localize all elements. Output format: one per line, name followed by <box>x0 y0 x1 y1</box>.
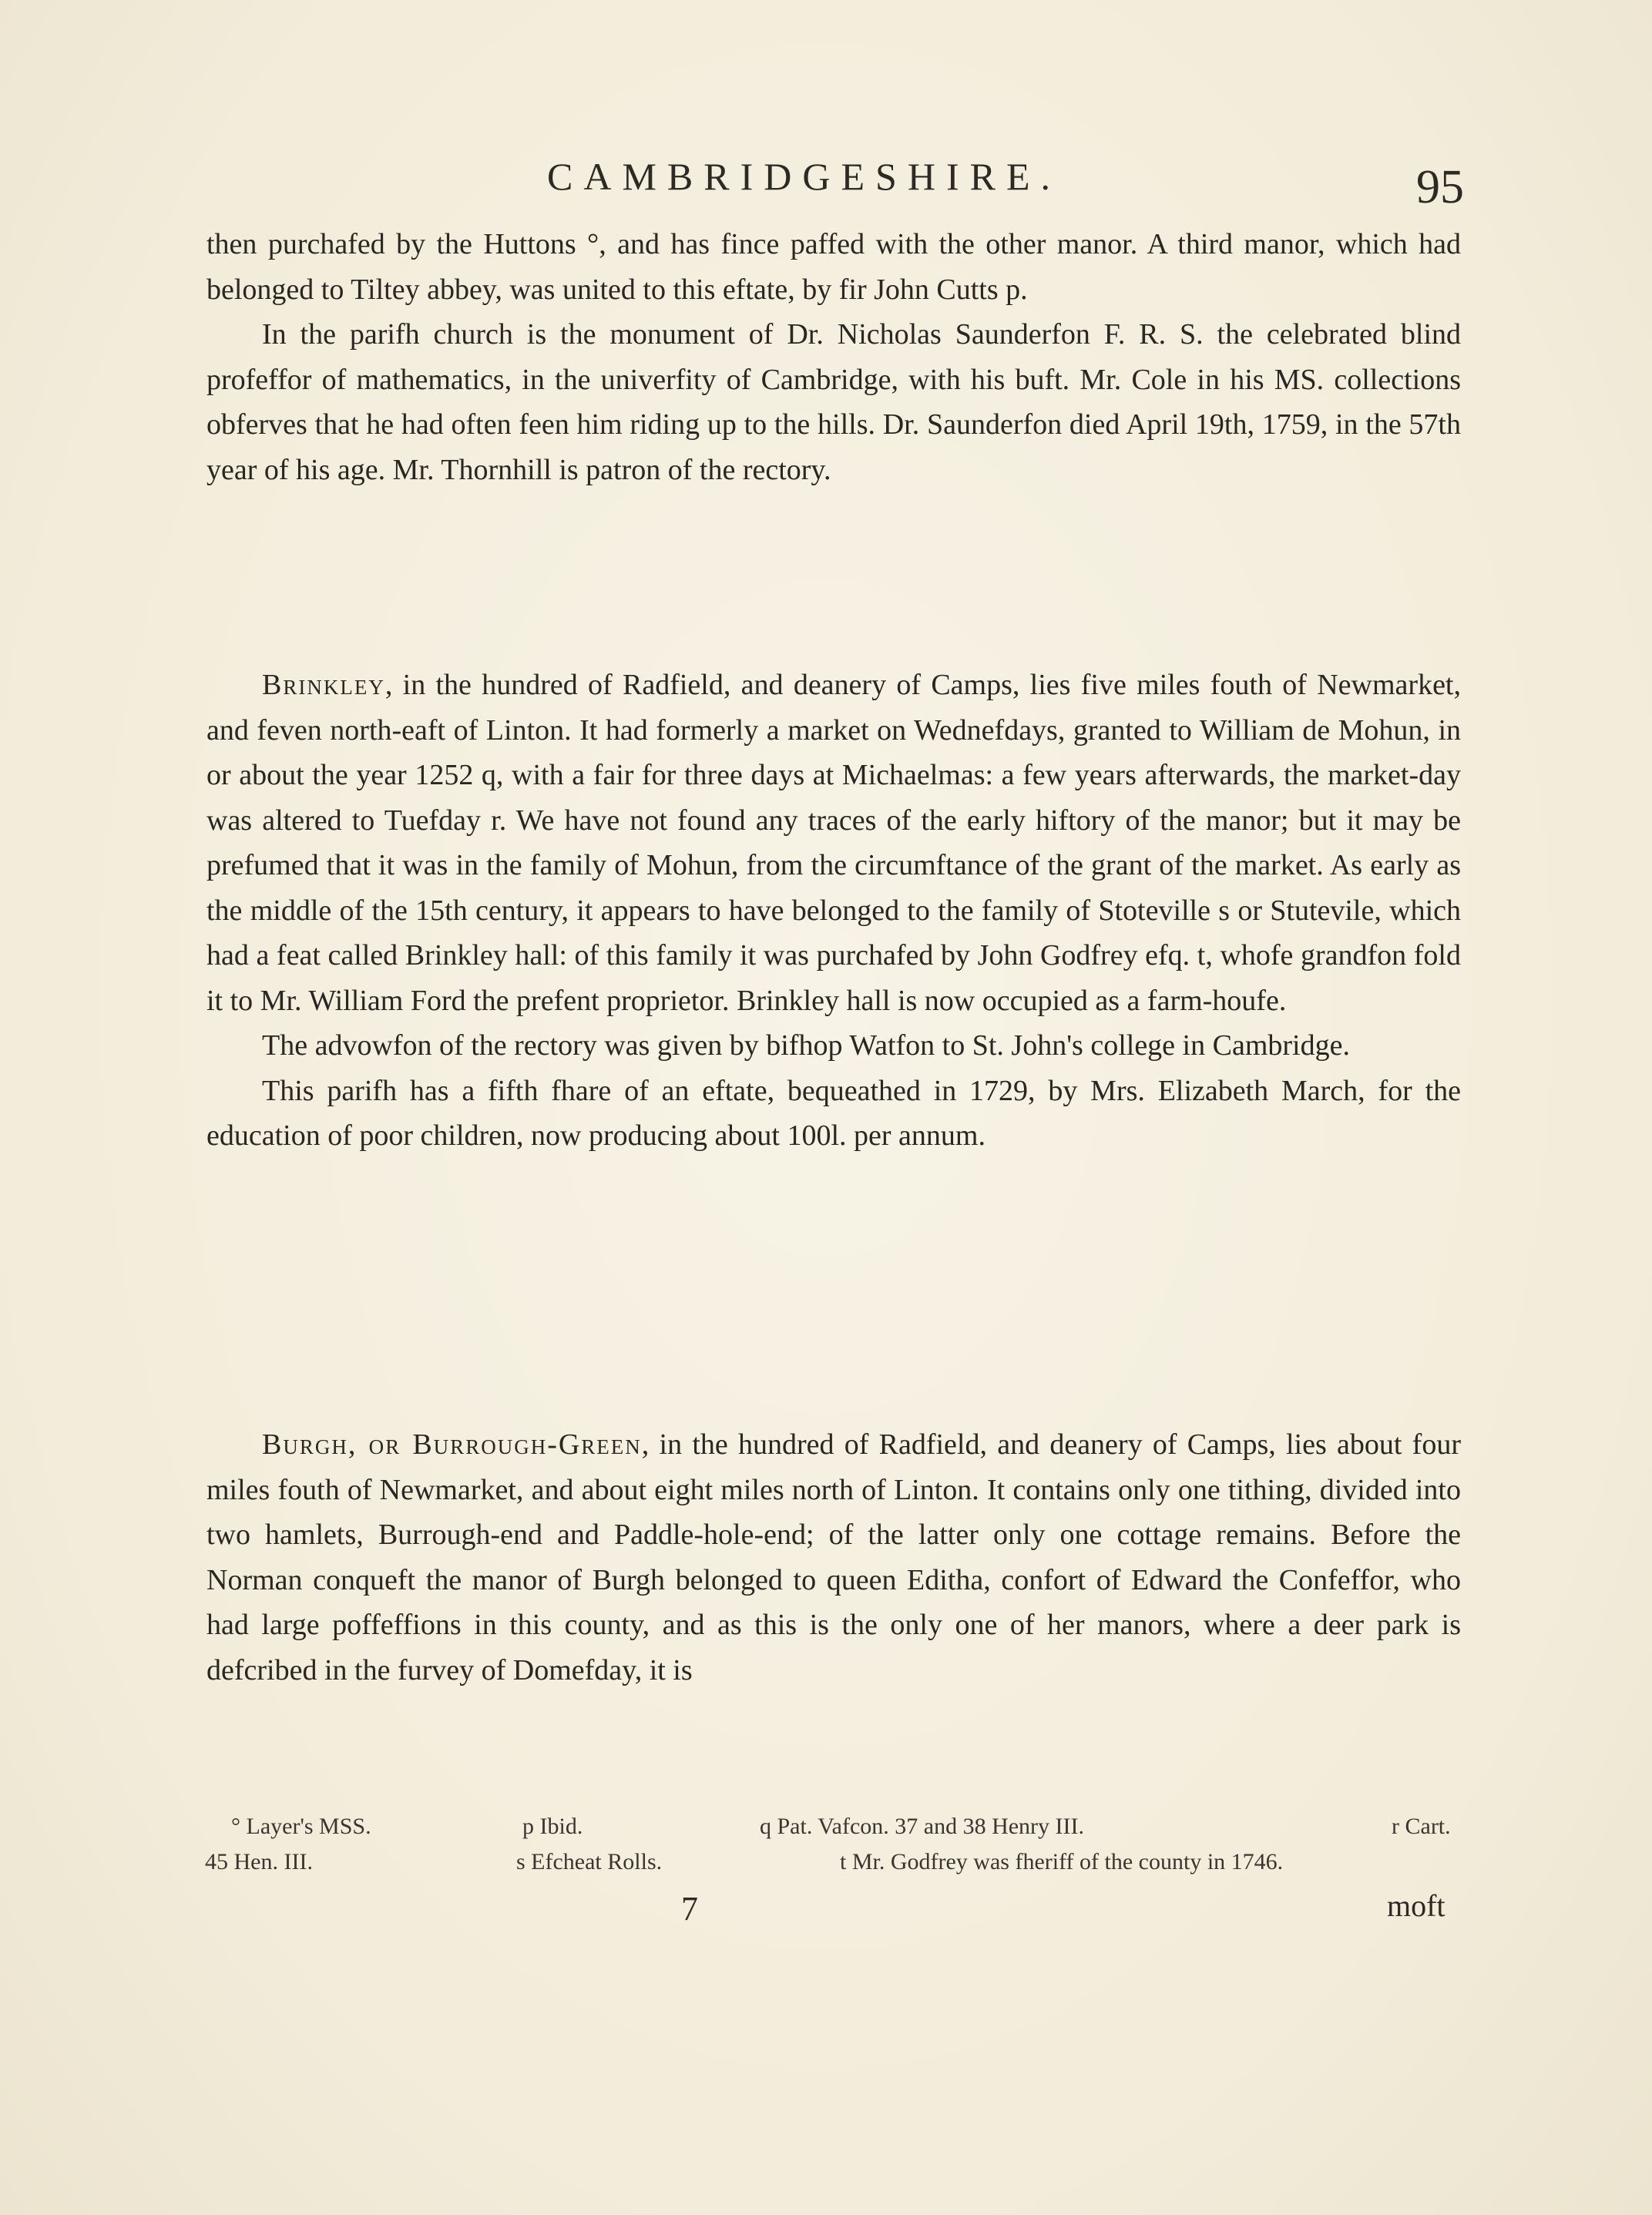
paragraph-burgh <box>206 1422 1461 1693</box>
footnote-row <box>205 1844 1469 1880</box>
running-head: CAMBRIDGESHIRE. <box>547 155 1061 198</box>
footnote-p: p Ibid. <box>522 1814 583 1839</box>
place-heading-brinkley: Brinkley <box>262 669 385 701</box>
burgh-text: , in the hundred of Radfield, and deanery of Camps, lies about four miles fouth of Newmarket, and about eight miles north of Linton. It contains only one tithing, divided into two hamlets, Burrough-end and Paddle-hole-end; of the latter only one cottage remains. Before the Norman conqueft the manor of Burgh belonged to queen Editha, confort of Edward the Confeffor, who had large poffeffions in this county, and as this is the only one of her manors, where a deer park is defcribed in the furvey of Domefday, it is <box>206 1428 1461 1686</box>
footnotes <box>205 1809 1469 1880</box>
paragraph-brinkley-charity: This parifh has a fifth fhare of an eftate, bequeathed in 1729, by Mrs. Elizabeth March, for the education of poor children, now producing about 100l. per annum. <box>206 1074 1461 1152</box>
footnote-q: q Pat. Vafcon. 37 and 38 Henry III. <box>760 1814 1085 1839</box>
paragraph-saunderson: In the parifh church is the monument of Dr. Nicholas Saunderfon F. R. S. the celebrated blind profeffor of mathematics, in the univerfity of Cambridge, with his buft. Mr. Cole in his MS. collections obferves that he had often feen him riding up to the hills. Dr. Saunderfon died April 19th, 1759, in the 57th year of his age. Mr. Thornhill is patron of the rectory. <box>206 318 1461 486</box>
paragraph-brinkley-history <box>206 663 1461 1023</box>
text-block-burgh <box>206 1422 1461 1693</box>
footnote-t: t Mr. Godfrey was fheriff of the county in 1746. <box>840 1849 1284 1874</box>
paragraph-huttons: then purchafed by the Huttons °, and has fince paffed with the other manor. A third manor, which had belonged to Tiltey abbey, was united to this eftate, by fir John Cutts p. <box>206 228 1461 306</box>
footnote-s: s Efcheat Rolls. <box>516 1849 663 1874</box>
page-number: 95 <box>1416 161 1464 213</box>
brinkley-history-text: , in the hundred of Radfield, and deanery of Camps, lies five miles fouth of Newmarket, and feven north-eaft of Linton. It had formerly a market on Wednefdays, granted to William de Mohun, in or about the year 1252 q, with a fair for three days at Michaelmas: a few years afterwards, the market-day was altered to Tuefday r. We have not found any traces of the early hiftory of the manor; but it may be prefumed that it was in the family of Mohun, from the circumftance of the grant of the market. As early as the middle of the 15th century, it appears to have belonged to the family of Stoteville s or Stutevile, which had a feat called Brinkley hall: of this family it was purchafed by John Godfrey efq. t, whofe grandfon fold it to Mr. William Ford the prefent proprietor. Brinkley hall is now occupied as a farm-houfe. <box>206 669 1461 1017</box>
footnote-r: r Cart. <box>1392 1814 1451 1839</box>
text-block-saunderson <box>206 222 1461 492</box>
paragraph-brinkley-advowson: The advowfon of the rectory was given by bifhop Watfon to St. John's college in Cambridge. <box>262 1029 1350 1062</box>
footnote-r-continued: 45 Hen. III. <box>205 1849 313 1874</box>
text-block-brinkley <box>206 663 1461 1159</box>
footnote-row <box>205 1809 1469 1844</box>
place-heading-burgh: Burgh, or Burrough-Green <box>262 1428 642 1461</box>
catchword: moft <box>1387 1888 1446 1923</box>
footnote-o: ° Layer's MSS. <box>231 1814 371 1839</box>
signature-mark: 7 <box>681 1890 698 1928</box>
